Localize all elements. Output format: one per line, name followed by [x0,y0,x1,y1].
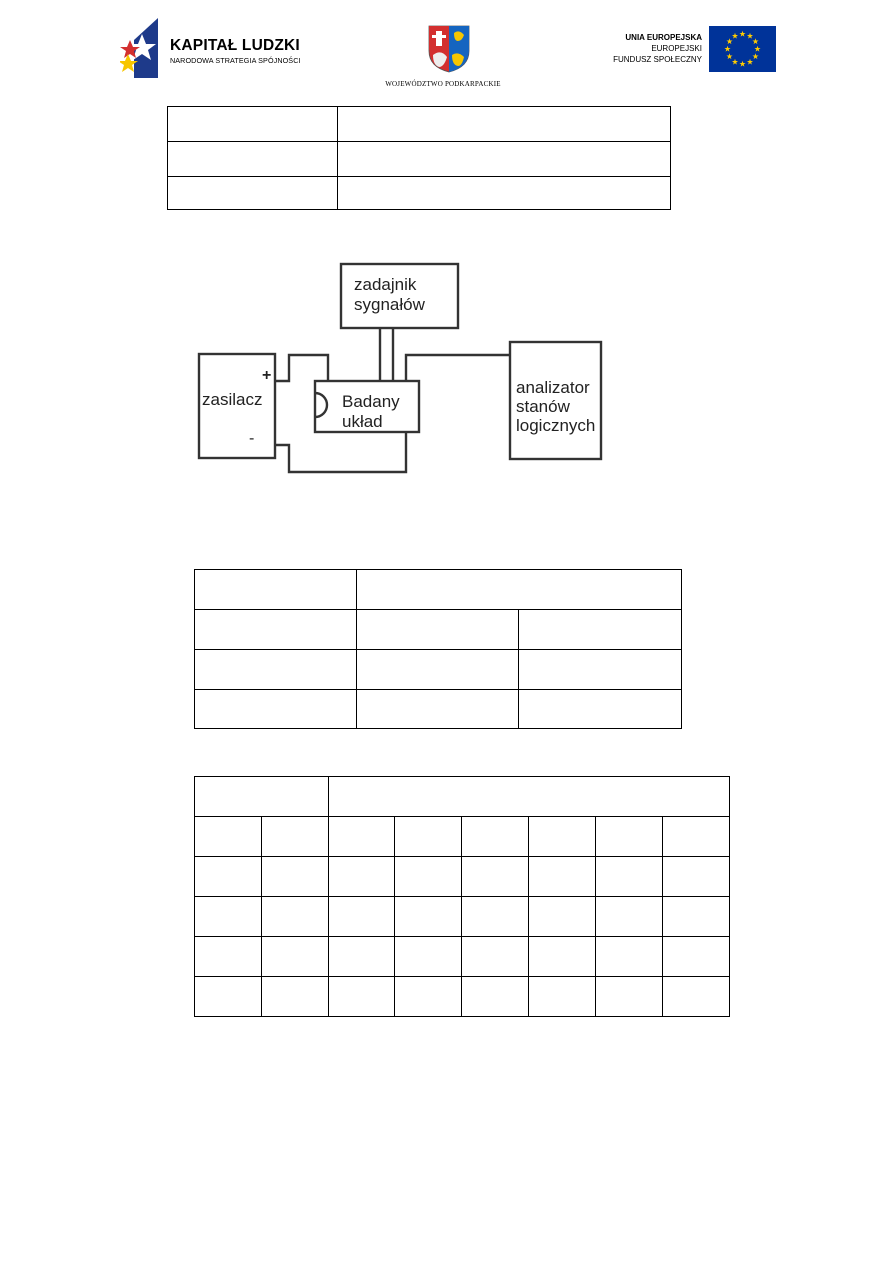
eu-flag-icon [709,26,776,72]
table-cell [329,897,395,937]
eu-fund-label-2: FUNDUSZ SPOŁECZNY [613,55,702,64]
table-cell [262,977,329,1017]
eu-text-block [580,32,702,65]
table-cell [663,937,730,977]
table-cell [529,977,596,1017]
table-row [195,977,730,1017]
analyzer-label-2: stanów [516,397,570,416]
table-cell [195,650,357,690]
table-cell [338,107,671,142]
signal-generator-label-2: sygnałów [354,295,425,314]
table-cell [262,817,329,857]
table-cell [329,977,395,1017]
table-cell [262,857,329,897]
table-header-cell [195,570,357,610]
device-label-1: Badany [342,392,400,411]
kapital-ludzki-subtitle: NARODOWA STRATEGIA SPÓJNOŚCI [170,56,301,65]
table-cell [338,177,671,210]
minus-terminal-label: - [249,430,255,447]
table-row [195,857,730,897]
table-cell [529,817,596,857]
signal-generator-label-1: zadajnik [354,275,417,294]
table-cell [596,897,663,937]
table-cell [596,857,663,897]
table-header-cell [195,777,329,817]
table-cell [195,857,262,897]
table-bottom-body [195,817,730,1017]
table-header-cell [329,777,730,817]
table-cell [357,690,519,729]
table-cell [596,817,663,857]
kapital-ludzki-title: KAPITAŁ LUDZKI [170,37,300,54]
table-cell [663,977,730,1017]
device-notch [315,393,327,417]
table-cell [329,937,395,977]
wire-analyzer [406,355,510,381]
table-cell [663,897,730,937]
wire-plus [275,355,328,381]
table-cell [519,610,682,650]
table-top [167,106,671,210]
table-cell [195,977,262,1017]
analyzer-label-1: analizator [516,378,590,397]
table-cell [529,937,596,977]
table-row [168,107,671,142]
podkarpackie-coat-of-arms-icon [428,25,470,73]
table-cell [462,897,529,937]
region-caption: WOJEWÓDZTWO PODKARPACKIE [385,80,501,88]
table-cell [519,690,682,729]
table-cell [195,937,262,977]
table-row [195,650,682,690]
table-cell [262,897,329,937]
table-cell [329,817,395,857]
table-cell [195,897,262,937]
table-cell [329,857,395,897]
table-cell [529,897,596,937]
table-cell [168,142,338,177]
eu-fund-label-1: EUROPEJSKI [651,44,702,53]
table-cell [663,857,730,897]
table-cell [357,610,519,650]
wire-minus [275,432,406,472]
table-row [195,937,730,977]
kapital-ludzki-logo-icon [120,18,160,78]
table-cell [596,937,663,977]
table-cell [519,650,682,690]
device-label-2: układ [342,412,383,431]
table-cell [462,817,529,857]
table-header-row [195,570,682,610]
table-cell [168,107,338,142]
table-row [195,897,730,937]
table-cell [262,937,329,977]
table-cell [395,857,462,897]
plus-terminal-label: + [262,367,272,384]
table-middle [194,569,682,729]
table-cell [195,690,357,729]
test-setup-diagram [180,250,620,490]
table-row [195,690,682,729]
table-row [195,817,730,857]
table-cell [395,977,462,1017]
eu-union-label: UNIA EUROPEJSKA [625,33,702,42]
table-row [168,142,671,177]
analyzer-label-3: logicznych [516,416,596,435]
table-row [168,177,671,210]
table-header-cell [357,570,682,610]
table-cell [596,977,663,1017]
table-cell [395,937,462,977]
table-cell [529,857,596,897]
table-cell [663,817,730,857]
table-cell [338,142,671,177]
table-cell [195,610,357,650]
table-cell [395,817,462,857]
power-supply-label: zasilacz [202,390,263,409]
kapital-ludzki-wordmark [170,38,301,65]
table-cell [462,977,529,1017]
table-row [195,610,682,650]
table-cell [395,897,462,937]
table-bottom [194,776,730,1017]
table-cell [195,817,262,857]
table-cell [462,857,529,897]
table-cell [357,650,519,690]
table-header-row [195,777,730,817]
table-cell [168,177,338,210]
table-cell [462,937,529,977]
